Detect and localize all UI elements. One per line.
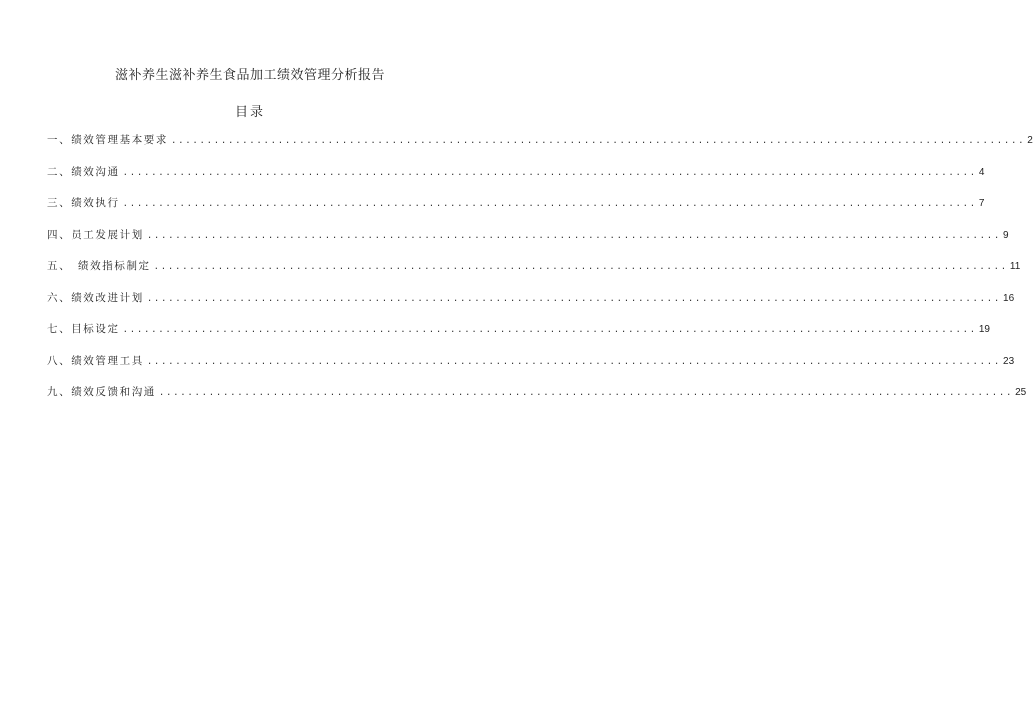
document-title: 滋补养生滋补养生食品加工绩效管理分析报告 [114,68,385,83]
toc-entry-page-number: 9 [1003,229,1009,241]
toc-dot-leader: ........................................................................................................................ [122,167,977,178]
toc-entry-label: 八、绩效管理工具 [47,354,144,367]
toc-dot-leader: ........................................................................................................................ [153,262,1008,272]
toc-entry[interactable] [47,195,985,211]
toc-dot-leader: ........................................................................................................................ [158,388,1014,398]
toc-entry-label: 四、员工发展计划 [47,228,144,241]
toc-dot-leader: ........................................................................................................................ [122,325,977,335]
toc-dot-leader: ........................................................................................................................ [146,293,1002,304]
toc-entry-page-number: 23 [1003,355,1015,367]
toc-entry[interactable] [47,164,985,180]
toc-entry-page-number: 7 [978,198,985,209]
toc-entry-label: 七、目标设定 [47,323,120,335]
toc-entry-label: 一、绩效管理基本要求 [47,134,168,146]
toc-heading: 目录 [234,105,265,120]
toc-dot-leader: ........................................................................................................................ [171,136,1026,146]
toc-entry-page-number: 4 [978,166,985,178]
toc-entry-page-number: 19 [978,324,990,335]
toc-entry-page-number: 11 [1009,261,1021,272]
table-of-contents [47,132,1033,416]
toc-entry-label: 九、绩效反馈和沟通 [47,386,156,398]
toc-entry-page-number: 16 [1003,292,1015,304]
toc-dot-leader: ........................................................................................................................ [146,230,1002,241]
toc-entry-label: 三、绩效执行 [47,197,120,209]
toc-entry-label: 五、 绩效指标制定 [47,260,151,272]
toc-dot-leader: ........................................................................................................................ [122,199,977,209]
toc-entry[interactable] [47,290,1015,306]
toc-entry[interactable] [47,353,1015,369]
toc-entry[interactable] [47,384,1027,400]
toc-entry[interactable] [47,132,1033,148]
toc-entry-label: 六、绩效改进计划 [47,291,144,304]
toc-entry[interactable] [47,227,1009,243]
toc-entry[interactable] [47,258,1021,274]
toc-entry-page-number: 25 [1015,387,1027,398]
toc-dot-leader: ........................................................................................................................ [146,356,1002,367]
toc-entry[interactable] [47,321,990,337]
toc-entry-page-number: 2 [1027,135,1033,146]
toc-entry-label: 二、绩效沟通 [47,165,120,178]
